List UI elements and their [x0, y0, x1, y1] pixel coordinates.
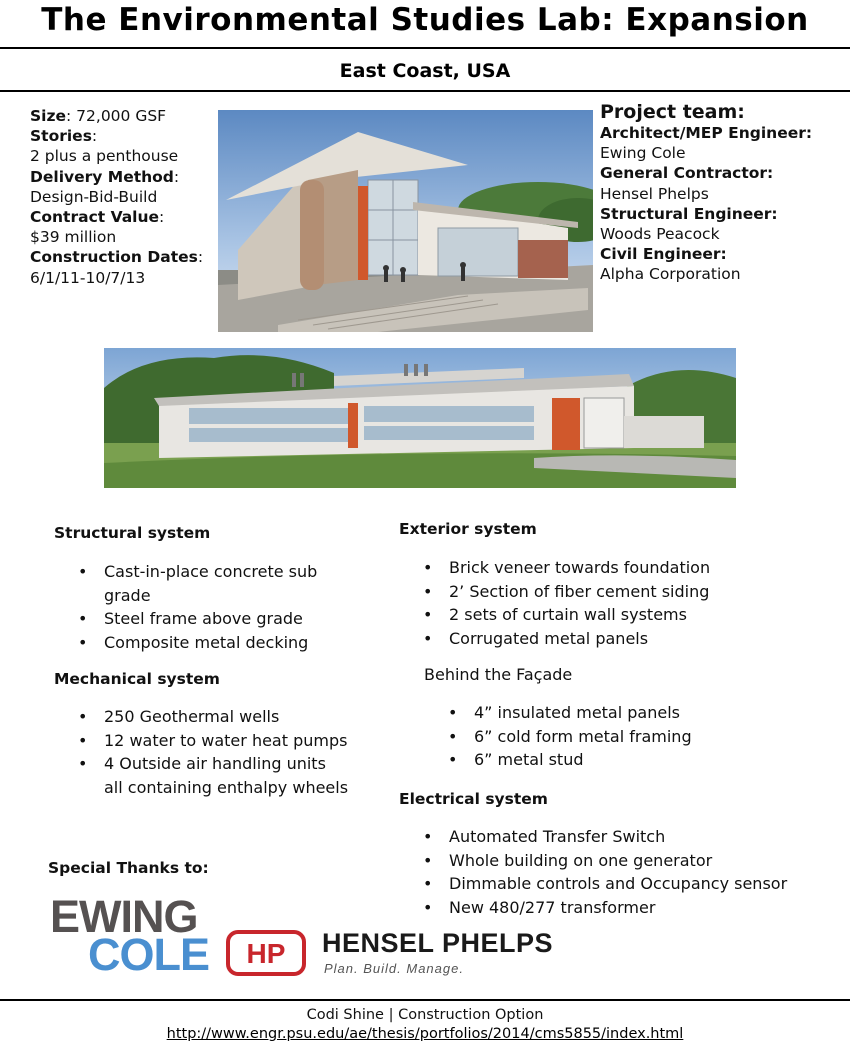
page-subtitle: East Coast, USA: [339, 60, 511, 82]
team-role-gc: General Contractor:: [600, 164, 774, 183]
ewing-cole-logo-line2: COLE: [88, 929, 210, 980]
behind-facade-label: Behind the Façade: [424, 665, 573, 684]
fact-stories-value: 2 plus a penthouse: [30, 147, 179, 166]
list-item: • 2’ Section of fiber cement siding: [399, 580, 829, 604]
exterior-list: [399, 556, 829, 650]
team-role-civil: Civil Engineer:: [600, 245, 727, 264]
fact-contract-value: $39 million: [30, 228, 117, 247]
hensel-phelps-mark-icon: [226, 930, 306, 976]
list-item: • Composite metal decking: [54, 631, 354, 655]
list-item: • New 480/277 transformer: [399, 896, 839, 920]
fact-delivery-value: Design-Bid-Build: [30, 187, 158, 206]
fact-dates-label: Construction Dates:: [30, 248, 204, 267]
list-item: • 6” metal stud: [424, 748, 824, 772]
project-facts: [30, 106, 230, 288]
electrical-list: [399, 825, 839, 919]
mechanical-heading: Mechanical system: [54, 670, 220, 688]
team-name-structural: Woods Peacock: [600, 225, 720, 244]
project-team-heading: Project team:: [600, 101, 745, 123]
building-rendering-front: [218, 110, 593, 332]
list-item: • 4” insulated metal panels: [424, 701, 824, 725]
page-title: The Environmental Studies Lab: Expansion: [41, 2, 809, 38]
list-item: • 2 sets of curtain wall systems: [399, 603, 829, 627]
fact-dates-value: 6/1/11-10/7/13: [30, 268, 146, 287]
team-name-architect: Ewing Cole: [600, 144, 686, 163]
ewing-cole-logo-line1: EWING: [50, 891, 198, 942]
project-team: [600, 101, 845, 285]
list-item: • 6” cold form metal framing: [424, 725, 824, 749]
list-item: • 12 water to water heat pumps: [54, 729, 349, 753]
list-item: • Brick veneer towards foundation: [399, 556, 829, 580]
ewing-cole-logo: [50, 891, 220, 980]
list-item: • Corrugated metal panels: [399, 627, 829, 651]
header-rule: [0, 47, 850, 49]
portfolio-link[interactable]: http://www.engr.psu.edu/ae/thesis/portfolios/2014/cms5855/index.html: [166, 1026, 684, 1042]
building-rendering-side: [104, 348, 736, 488]
list-item: • Cast-in-place concrete sub grade: [54, 560, 354, 607]
list-item: • Dimmable controls and Occupancy sensor: [399, 872, 839, 896]
footer-author: Codi Shine | Construction Option: [306, 1007, 544, 1023]
structural-list: [54, 560, 354, 654]
behind-facade-list: [424, 701, 824, 772]
fact-size: Size: 72,000 GSF: [30, 107, 167, 125]
svg-text:HP: HP: [246, 938, 286, 969]
list-item: • 250 Geothermal wells: [54, 705, 349, 729]
team-name-gc: Hensel Phelps: [600, 184, 709, 203]
fact-contract-label: Contract Value:: [30, 208, 165, 227]
footer-rule: [0, 999, 850, 1001]
exterior-heading: Exterior system: [399, 520, 537, 538]
list-item: • Whole building on one generator: [399, 849, 839, 873]
team-role-structural: Structural Engineer:: [600, 204, 778, 223]
structural-heading: Structural system: [54, 524, 211, 542]
electrical-heading: Electrical system: [399, 790, 548, 808]
list-item: • Steel frame above grade: [54, 607, 354, 631]
list-item: • Automated Transfer Switch: [399, 825, 839, 849]
mechanical-list: [54, 705, 349, 799]
special-thanks-heading: Special Thanks to:: [48, 859, 209, 877]
hensel-phelps-logo-tagline: Plan. Build. Manage.: [324, 961, 464, 976]
fact-delivery-label: Delivery Method:: [30, 167, 180, 186]
subtitle-rule: [0, 90, 850, 92]
team-name-civil: Alpha Corporation: [600, 265, 741, 284]
fact-stories-label: Stories:: [30, 127, 98, 146]
list-item: • 4 Outside air handling units all containing enthalpy wheels: [54, 752, 349, 799]
hensel-phelps-logo-name: HENSEL PHELPS: [322, 928, 554, 958]
team-role-architect: Architect/MEP Engineer:: [600, 124, 813, 142]
